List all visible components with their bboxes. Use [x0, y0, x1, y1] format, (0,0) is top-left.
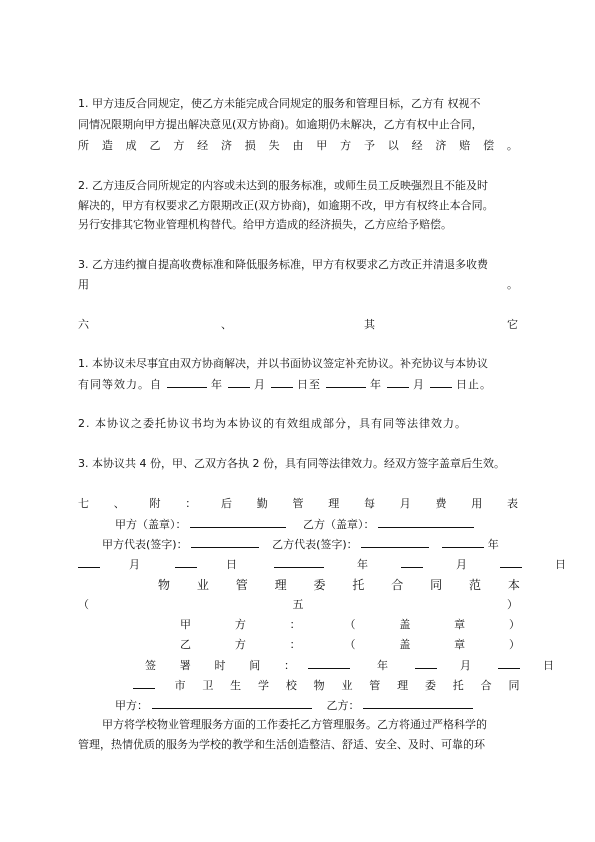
template-number: 五 [292, 598, 304, 611]
sign-time-row [145, 656, 554, 675]
party-a-row-char: 方 [234, 618, 246, 631]
contract-title-row [133, 676, 520, 695]
contract-title-char: 学 [257, 679, 269, 692]
sign-year-blank[interactable] [308, 656, 350, 669]
template-title [158, 576, 520, 594]
sign-time-label-char: ： [284, 659, 295, 672]
clause-3-line-2 [78, 276, 518, 294]
sign-time-label-char: 签 [145, 659, 156, 672]
contract-title-char: 生 [230, 679, 242, 692]
rep-date-blank-1[interactable] [78, 555, 100, 568]
section-heading-other-char: 六 [78, 318, 89, 331]
party-a-row-char: ： [289, 618, 301, 631]
period-day-to: 日至 [297, 378, 321, 391]
start-day-blank[interactable] [271, 375, 293, 388]
sign-time-label-char: 间 [249, 659, 261, 672]
sign-month-label: 月 [460, 659, 471, 672]
party-b-seal-blank[interactable] [378, 515, 474, 528]
contract-title-char: 同 [508, 679, 520, 692]
section-heading-appendix-char: 理 [328, 497, 340, 510]
section-heading-other-char: 、 [221, 318, 232, 331]
paren-open: （ [78, 598, 89, 611]
clause-1-line-3-char: 失 [268, 139, 280, 152]
rep-date-blank-3[interactable] [274, 555, 324, 568]
clause-1-line-3-char: 济 [220, 139, 232, 152]
sign-year-label: 年 [377, 659, 388, 672]
clause-3-word-start: 用 [78, 278, 89, 291]
clause-2-line-1: 2. 乙方违反合同所规定的内容或未达到的服务标准，或师生员工反映强烈且不能及时 [78, 179, 488, 192]
clause-1-line-3-char: 经 [197, 139, 209, 152]
contract-party-row [115, 696, 525, 715]
paren-close: ） [507, 598, 518, 611]
section-heading-appendix [78, 495, 518, 513]
contract-title-char: 市 [174, 679, 186, 692]
template-number-row [78, 596, 518, 614]
city-name-blank[interactable] [133, 676, 155, 689]
agreement-clause-1-line-1: 1. 本协议未尽事宜由双方协商解决，并以书面协议签定补充协议。补充协议与本协议 [78, 357, 488, 370]
section-heading-appendix-char: 、 [113, 497, 125, 510]
rep-date-month-1: 月 [129, 558, 140, 571]
contract-party-b-label: 乙方： [326, 699, 360, 712]
end-year-blank[interactable] [326, 375, 366, 388]
contract-party-a-label: 甲方： [115, 699, 148, 712]
rep-date-day-2: 日 [555, 558, 566, 571]
contract-title-char: 管 [369, 679, 381, 692]
contract-title-char: 物 [313, 679, 325, 692]
end-month-blank[interactable] [387, 375, 409, 388]
seal-row [115, 515, 525, 534]
contract-title-char: 理 [397, 679, 409, 692]
party-a-row-char: 盖 [399, 618, 411, 631]
section-heading-appendix-char: 七 [78, 497, 89, 510]
clause-2-line-3: 另行安排其它物业管理机构替代。给甲方造成的经济损失，乙方应给予赔偿。 [78, 218, 452, 231]
party-b-seal-label: 乙方（盖章）： [303, 518, 375, 531]
body-line-2: 管理，热情优质的服务为学校的教学和生活创造整洁、舒适、安全、及时、可靠的环 [78, 738, 485, 751]
party-b-row-char: 盖 [399, 638, 411, 651]
rep-date-row [78, 555, 566, 574]
clause-1-line-3-char: 方 [173, 139, 185, 152]
template-title-char: 物 [158, 578, 171, 592]
party-b-row-char: ： [289, 638, 301, 651]
agreement-clause-1-line-2 [78, 375, 518, 394]
end-day-blank[interactable] [430, 375, 452, 388]
start-year-blank[interactable] [167, 375, 207, 388]
clause-1-line-2: 同情况限期向甲方提出解决意见(双方协商)。如逾期仍未解决，乙方有权中止合同， [78, 118, 483, 131]
clause-1-line-3-char: 。 [506, 139, 518, 152]
contract-title-char: 业 [341, 679, 353, 692]
party-b-row-char: 乙 [180, 638, 191, 651]
clause-1-line-3-char: 所 [78, 139, 89, 152]
body-line-1: 甲方将学校物业管理服务方面的工作委托乙方管理服务。乙方将通过严格科学的 [102, 718, 487, 731]
template-title-char: 合 [391, 578, 404, 592]
party-b-row-char: （ [344, 638, 356, 651]
clause-1-line-3-char: 乙 [149, 139, 161, 152]
section-heading-appendix-char: 表 [507, 497, 518, 510]
rep-date-blank-4[interactable] [401, 555, 423, 568]
section-heading-appendix-char: 月 [399, 497, 411, 510]
party-b-row-char: ） [508, 638, 520, 651]
party-a-row-char: 章 [454, 618, 466, 631]
template-title-char: 管 [235, 578, 248, 592]
sign-day-label: 日 [543, 659, 554, 672]
clause-1-line-3-char: 济 [435, 139, 447, 152]
section-heading-other-char: 它 [507, 318, 518, 331]
party-a-row-char: 甲 [180, 618, 191, 631]
party-a-rep-blank[interactable] [191, 535, 259, 548]
clause-2-line-2: 解决的，甲方有权要求乙方限期改正(双方协商)，如逾期不改，甲方有权终止本合同。 [78, 199, 494, 212]
party-a-row-char: ） [508, 618, 520, 631]
rep-date-month-2: 月 [456, 558, 467, 571]
rep-date-blank-5[interactable] [500, 555, 522, 568]
section-heading-other-char: 其 [364, 318, 375, 331]
template-title-char: 范 [469, 578, 482, 592]
template-title-char: 理 [274, 578, 287, 592]
agreement-clause-3: 3. 本协议共 4 份，甲、乙双方各执 2 份，具有同等法律效力。经双方签字盖章后生效。 [78, 457, 505, 470]
clause-1-line-1: 1. 甲方违反合同规定，使乙方未能完成合同规定的服务和管理目标，乙方有 权视不 [78, 97, 481, 110]
party-b-row [180, 636, 520, 654]
clause-1-line-3-char: 由 [292, 139, 304, 152]
party-b-row-char: 章 [454, 638, 466, 651]
contract-title-char: 合 [480, 679, 492, 692]
contract-title-char: 卫 [202, 679, 214, 692]
contract-party-a-blank[interactable] [152, 696, 312, 709]
clause-1-line-3-char: 经 [411, 139, 423, 152]
rep-date-blank-2[interactable] [175, 555, 197, 568]
rep-date-year-2: 年 [357, 558, 368, 571]
start-month-blank[interactable] [228, 375, 250, 388]
section-heading-appendix-char: ： [185, 497, 197, 510]
clause-1-line-3-char: 造 [101, 139, 113, 152]
period-year-1: 年 [211, 378, 223, 391]
rep-date-day-1: 日 [226, 558, 237, 571]
party-a-rep-label: 甲方代表(签字)： [102, 538, 188, 551]
template-title-char: 委 [313, 578, 326, 592]
clause-1-line-3-char: 偿 [483, 139, 495, 152]
clause-3-word-end: 。 [507, 278, 518, 291]
sign-time-label-char: 署 [179, 659, 191, 672]
clause-1-line-3-char: 甲 [316, 139, 328, 152]
section-heading-appendix-char: 勤 [256, 497, 268, 510]
contract-title-char: 校 [285, 679, 297, 692]
party-a-row-char: （ [344, 618, 356, 631]
party-b-rep-blank[interactable] [361, 535, 429, 548]
template-title-char: 业 [196, 578, 209, 592]
sign-time-label-char: 时 [214, 659, 226, 672]
representative-row [102, 535, 532, 554]
section-heading-other [78, 316, 518, 334]
sign-month-blank[interactable] [415, 656, 437, 669]
clause-1-line-3-char: 予 [363, 139, 375, 152]
section-heading-appendix-char: 管 [292, 497, 304, 510]
section-heading-appendix-char: 附 [149, 497, 161, 510]
rep-year-blank[interactable] [442, 535, 484, 548]
section-heading-appendix-char: 每 [364, 497, 375, 510]
party-a-seal-label: 甲方（盖章）： [115, 518, 187, 531]
template-title-char: 托 [352, 578, 365, 592]
party-a-row [180, 616, 520, 634]
contract-party-b-blank[interactable] [363, 696, 473, 709]
party-b-rep-label: 乙方代表(签字)： [272, 538, 358, 551]
template-title-char: 同 [430, 578, 443, 592]
clause-1-line-3-char: 损 [244, 139, 256, 152]
sign-day-blank[interactable] [498, 656, 520, 669]
period-month-1: 月 [254, 378, 266, 391]
clause-1-line-3-char: 赔 [459, 139, 471, 152]
period-year-2: 年 [370, 378, 382, 391]
period-month-2: 月 [413, 378, 425, 391]
contract-title-char: 委 [424, 679, 436, 692]
clause-3-line-1: 3. 乙方违约擅自提高收费标准和降低服务标准，甲方有权要求乙方改正并清退多收费 [78, 258, 488, 271]
template-title-char: 本 [507, 578, 520, 592]
clause-1-line-3-char: 方 [340, 139, 352, 152]
clause-1-line-3-char: 成 [125, 139, 137, 152]
period-day-end: 日止。 [456, 378, 492, 391]
agreement-clause-2: 2. 本协议之委托协议书均为本协议的有效组成部分，具有同等法律效力。 [78, 417, 467, 430]
party-a-seal-blank[interactable] [190, 515, 286, 528]
section-heading-appendix-char: 用 [471, 497, 483, 510]
period-text-from: 有同等效力。自 [78, 378, 162, 391]
section-heading-appendix-char: 后 [221, 497, 232, 510]
clause-1-line-3 [78, 137, 518, 155]
party-b-row-char: 方 [234, 638, 246, 651]
clause-1-line-3-char: 以 [387, 139, 399, 152]
contract-title-char: 托 [452, 679, 464, 692]
rep-year-label: 年 [487, 538, 499, 551]
section-heading-appendix-char: 费 [435, 497, 447, 510]
